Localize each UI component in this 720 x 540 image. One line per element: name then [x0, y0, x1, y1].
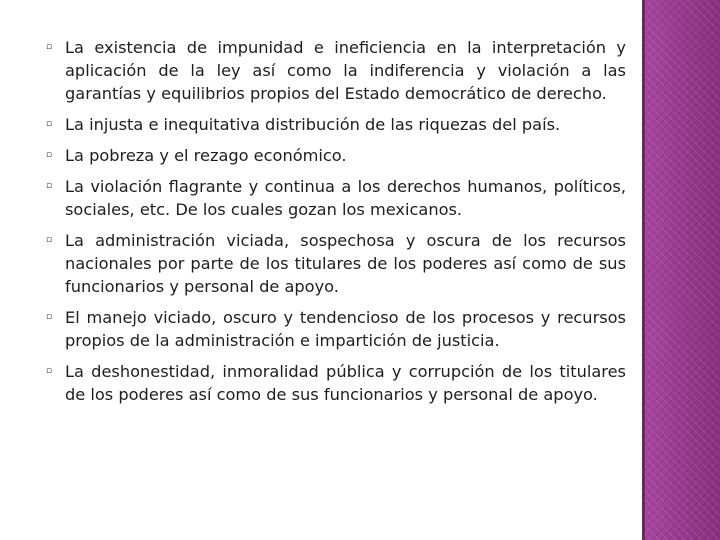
bullet-icon: ▫	[46, 366, 53, 376]
bullet-item	[46, 175, 626, 221]
bullet-text: El manejo viciado, oscuro y tendencioso de los procesos y recursos propios de la administración e impartición de justicia.	[65, 308, 626, 350]
bullet-icon: ▫	[46, 119, 53, 129]
bullet-text: La pobreza y el rezago económico.	[65, 146, 347, 165]
bullet-text: La injusta e inequitativa distribución de las riquezas del país.	[65, 115, 561, 134]
bullet-icon: ▫	[46, 150, 53, 160]
bullet-item	[46, 144, 626, 167]
bullet-text: La violación flagrante y continua a los derechos humanos, políticos, sociales, etc. De los cuales gozan los mexicanos.	[65, 177, 626, 219]
bullet-item	[46, 36, 626, 105]
bullet-text: La administración viciada, sospechosa y oscura de los recursos nacionales por parte de los titulares de los poderes así como de sus funcionarios y personal de apoyo.	[65, 231, 626, 296]
decorative-side-band	[642, 0, 720, 540]
bullet-item	[46, 360, 626, 406]
bullet-list	[46, 36, 626, 414]
bullet-item	[46, 113, 626, 136]
bullet-item	[46, 306, 626, 352]
bullet-icon: ▫	[46, 312, 53, 322]
bullet-item	[46, 229, 626, 298]
bullet-icon: ▫	[46, 181, 53, 191]
bullet-icon: ▫	[46, 235, 53, 245]
bullet-icon: ▫	[46, 42, 53, 52]
bullet-text: La deshonestidad, inmoralidad pública y corrupción de los titulares de los poderes así como de sus funcionarios y personal de apoyo.	[65, 362, 626, 404]
bullet-text: La existencia de impunidad e ineficiencia en la interpretación y aplicación de la ley así como la indiferencia y violación a las garantías y equilibrios propios del Estado democrático de derecho.	[65, 38, 626, 103]
